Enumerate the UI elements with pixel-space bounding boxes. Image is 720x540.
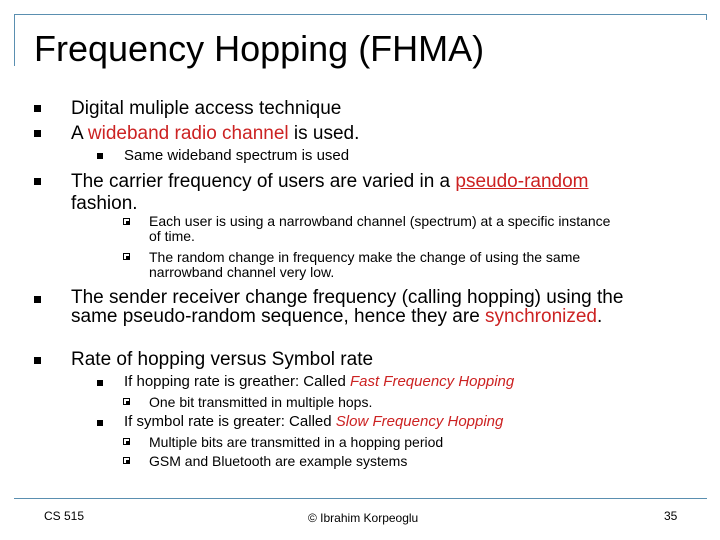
bullet-text: Rate of hopping versus Symbol rate	[71, 349, 374, 370]
sub-bullet-text: Each user is using a narrowband channel (spectrum) at a specific instance	[149, 213, 611, 229]
bullet-square-icon	[97, 420, 103, 426]
bullet-text: The sender receiver change frequency (calling hopping) using the	[71, 287, 624, 308]
sub-bullet-text-continued: of time.	[149, 228, 195, 244]
highlight-text: Slow Frequency Hopping	[335, 413, 504, 430]
bullet-square-icon	[34, 357, 41, 364]
sub-sub-bullet-text: GSM and Bluetooth are example systems	[149, 453, 408, 469]
sub-bullet-text: If hopping rate is greather: Called Fast Frequency Hopping	[124, 373, 515, 390]
slide-title: Frequency Hopping (FHMA)	[34, 28, 485, 69]
checkbox-bullet-icon	[123, 253, 130, 260]
frame-left-rule	[14, 14, 15, 66]
page-number: 35	[664, 509, 678, 523]
bullet-square-icon	[34, 178, 41, 185]
sub-bullet-text-continued: narrowband channel very low.	[149, 264, 335, 280]
checkbox-bullet-icon	[123, 438, 130, 445]
frame-top-rule	[14, 14, 707, 15]
footer-author: © Ibrahim Korpeoglu	[308, 511, 419, 525]
sub-bullet-text: If symbol rate is greater: Called Slow Frequency Hopping	[124, 413, 504, 430]
sub-bullet-text: The random change in frequency make the change of using the same	[149, 249, 581, 265]
bullet-square-icon	[34, 105, 41, 112]
checkbox-bullet-icon	[123, 457, 130, 464]
bullet-square-icon	[34, 296, 41, 303]
frame-bottom-rule	[14, 498, 707, 499]
bullet-text-continued: same pseudo-random sequence, hence they are synchronized.	[71, 306, 603, 327]
checkbox-bullet-icon	[123, 398, 130, 405]
pseudo-random-link[interactable]: pseudo-random	[455, 171, 589, 192]
frame-right-tick	[706, 14, 707, 20]
footer-course: CS 515	[44, 509, 85, 523]
bullet-square-icon	[34, 130, 41, 137]
sub-sub-bullet-text: Multiple bits are transmitted in a hopping period	[149, 434, 444, 450]
highlight-text: Fast Frequency Hopping	[349, 373, 515, 390]
bullet-square-icon	[97, 380, 103, 386]
highlight-text: synchronized	[485, 306, 597, 327]
sub-sub-bullet-text: One bit transmitted in multiple hops.	[149, 394, 373, 410]
bullet-text: The carrier frequency of users are varied in a pseudo-random	[71, 171, 589, 192]
sub-bullet-text: Same wideband spectrum is used	[124, 147, 350, 164]
bullet-square-icon	[97, 153, 103, 159]
bullet-text: A wideband radio channel is used.	[71, 123, 360, 144]
bullet-text-continued: fashion.	[71, 193, 138, 214]
bullet-text: Digital muliple access technique	[71, 98, 342, 119]
highlight-text: wideband radio channel	[87, 123, 289, 144]
checkbox-bullet-icon	[123, 218, 130, 225]
